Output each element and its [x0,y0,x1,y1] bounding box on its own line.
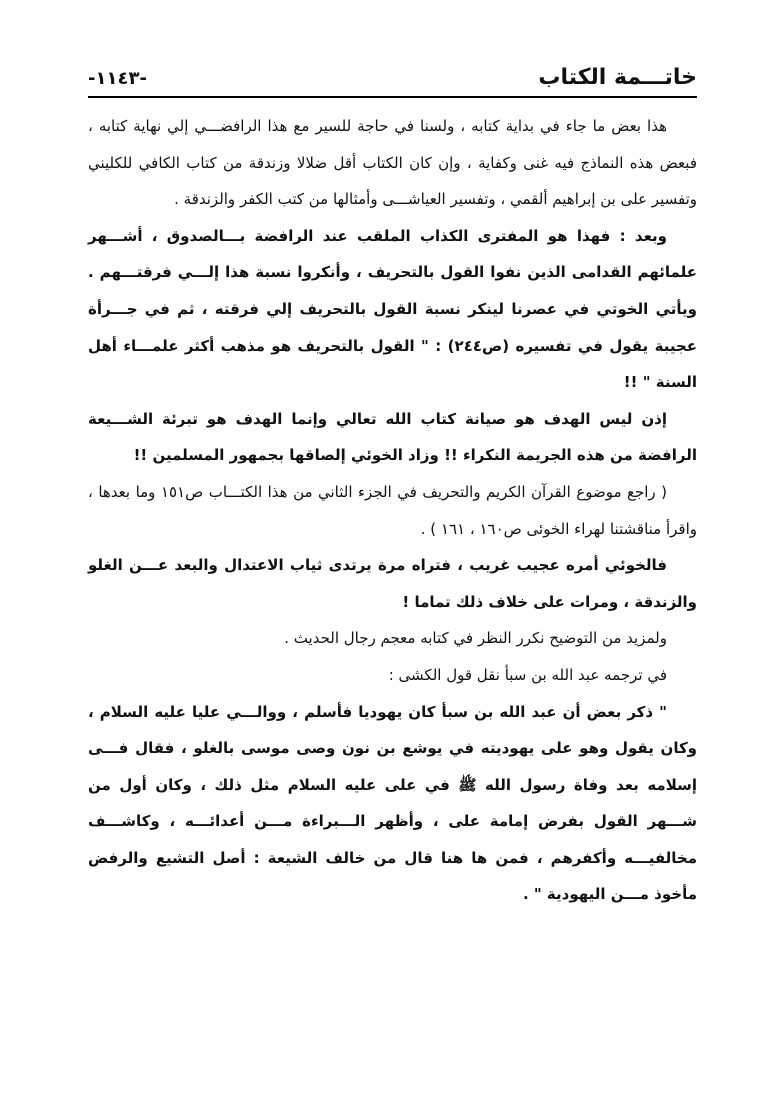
page-header [88,62,697,98]
paragraph-3: إذن ليس الهدف هو صيانة كتاب الله تعالي وإنما الهدف هو تبرئة الشـــيعة الرافضة من هذه الجريمة النكراء !! وزاد الخوئي إلصاقها بجمهور المسلمين !! [88,409,697,465]
chapter-title: خاتـــمة الكتاب [538,65,697,90]
body-text [88,108,697,913]
paragraph-4: ( راجع موضوع القرآن الكريم والتحريف في الجزء الثاني من هذا الكتـــاب ص١٥١ وما بعدها ، واقرأ مناقشتنا لهراء الخوئى ص١٦٠ ، ١٦١ ) . [88,482,697,538]
paragraph-5: فالخوئي أمره عجيب غريب ، فتراه مرة يرتدى ثياب الاعتدال والبعد عـــن الغلو والزندقة ، ومرات على خلاف ذلك تماما ! [88,556,697,611]
paragraph-2: وبعد : فهذا هو المفترى الكذاب الملقب عند الرافضة بـــالصدوق ، أشـــهر علمائهم القدامى الذين نفوا القول بالتحريف ، وأنكروا نسبة هذا إلـــي فرقتـــهم . ويأتي الخوتي في عصرنا لينكر نسبة القول بالتحريف إلي فرقته ، ثم في جـــرأة عجيبة يقول في تفسيره (ص٢٤٤) : " القول بالتحريف هو مذهب أكثر علمـــاء أهل السنة " !! [88,226,697,392]
paragraph-1: هذا بعض ما جاء في بداية كتابه ، ولسنا في حاجة للسير مع هذا الرافضـــي إلي نهاية كتابه ، فبعض هذه النماذج فيه غنى وكفاية ، وإن كان الكتاب أقل ضلالا وزندقة من كتاب الكافي للكليني وتفسير على بن إبراهيم ألقمي ، وتفسير العياشـــى وأمثالها من كتب الكفر والزندقة . [88,117,697,209]
page-number: -١١٤٣- [88,68,147,89]
paragraph-8: " ذكر بعض أن عبد الله بن سبأ كان يهوديا فأسلم ، ووالـــي عليا عليه السلام ، وكان يقول وهو على يهوديته في يوشع بن نون وصى موسى بالغلو ، فقال فـــى إسلامه بعد وفاة رسول الله ﷺ في على عليه السلام مثل ذلك ، وكان أول من شـــهر القول بفرض إمامة على ، وأظهر الـــبراءة مـــن أعدائـــه ، وكاشـــف مخالفيـــه وأكفرهم ، فمن ها هنا قال من خالف الشيعة : أصل التشيع والرفض مأخوذ مـــن اليهودية " . [88,702,697,904]
paragraph-6: ولمزيد من التوضيح نكرر النظر في كتابه معجم رجال الحديث . [284,629,667,648]
paragraph-7: في ترجمه عبد الله بن سبأ نقل قول الكشى : [388,665,667,684]
